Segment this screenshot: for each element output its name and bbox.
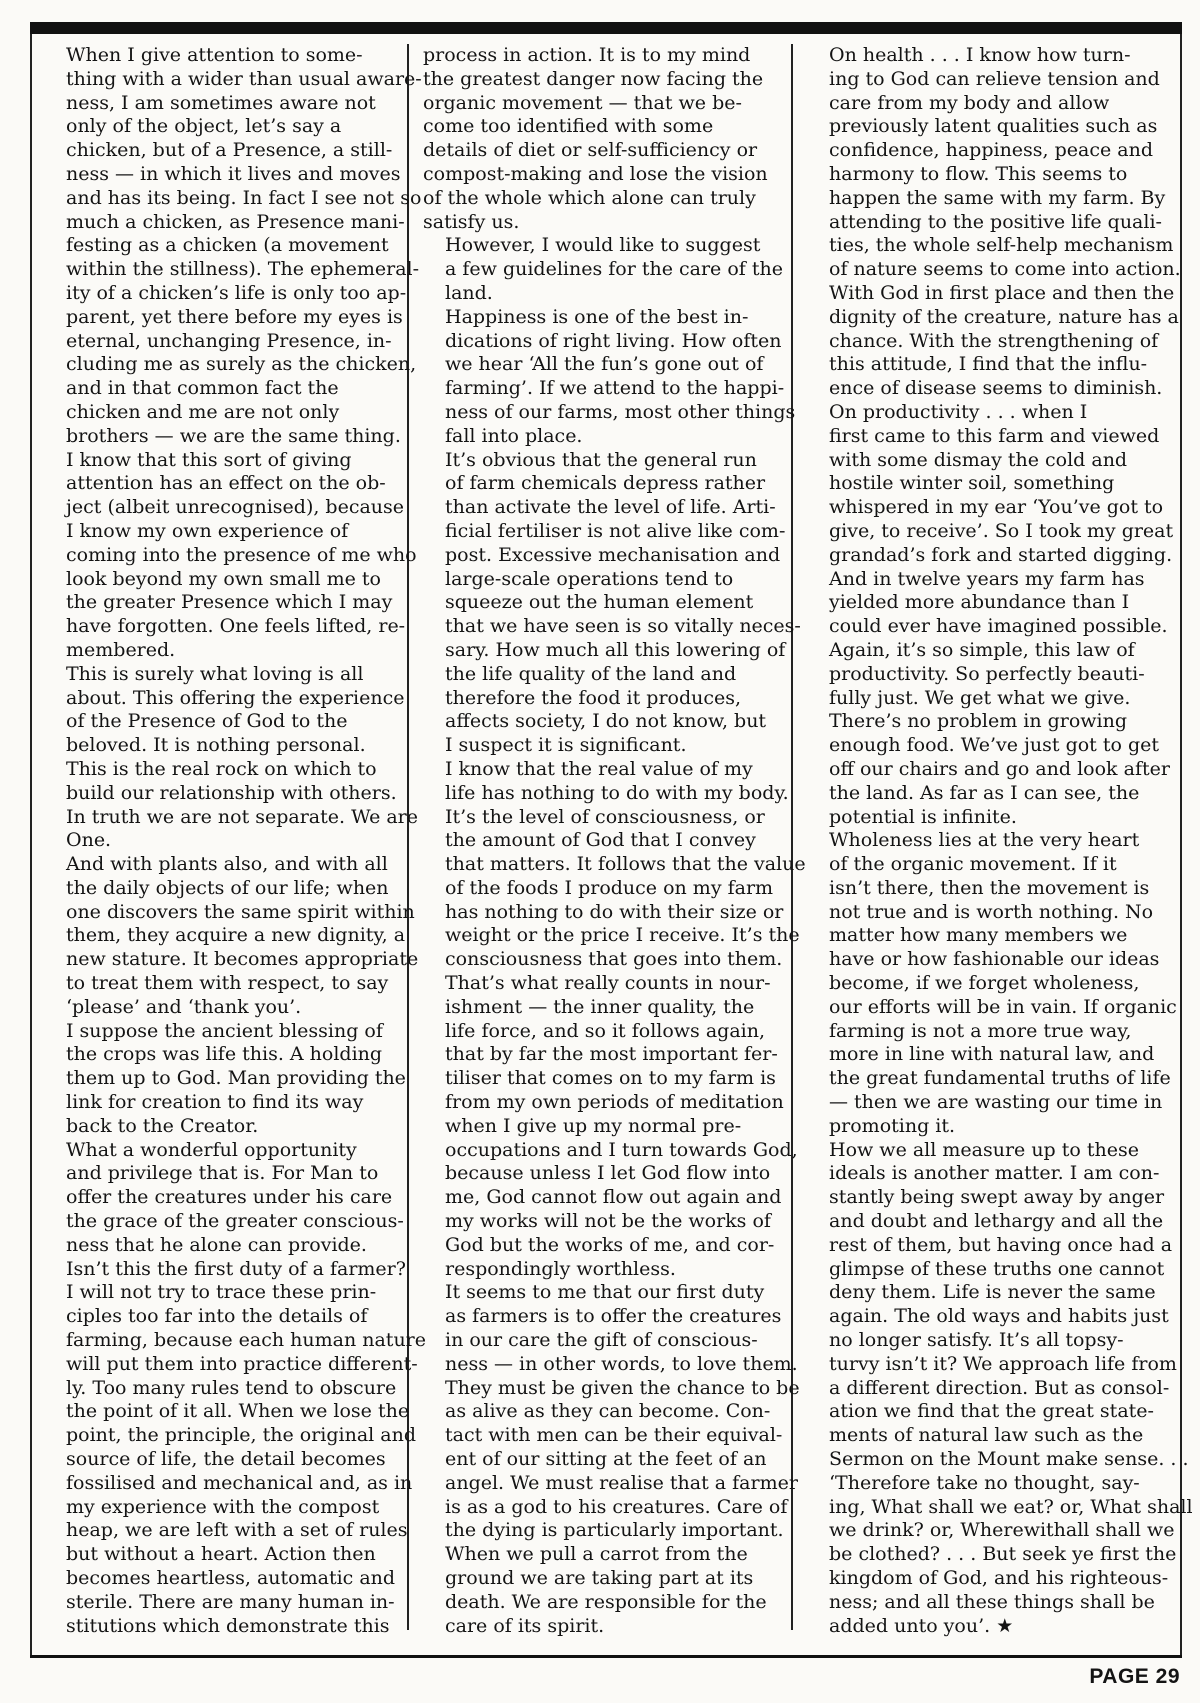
text-line: ficial fertiliser is not alive like com- (445, 519, 786, 542)
text-line: What a wonderful opportunity (66, 1138, 357, 1161)
text-line: previously latent qualities such as (829, 115, 1158, 138)
text-line: off our chairs and go and look after (829, 757, 1170, 780)
text-line: attention has an effect on the ob- (66, 472, 386, 495)
text-line: potential is infinite. (829, 805, 1017, 828)
paragraph (807, 1138, 1189, 1472)
text-line: I know that this sort of giving (66, 448, 352, 471)
text-line: them, they acquire a new dignity, a (66, 924, 406, 947)
paragraph (423, 305, 796, 449)
text-line: as farmers is to offer the creatures (445, 1305, 782, 1328)
text-line: happen the same with my farm. By (829, 186, 1166, 209)
text-column-3 (807, 44, 1193, 1638)
text-line: my experience with the compost (66, 1495, 380, 1518)
text-line: and privilege that is. For Man to (66, 1162, 379, 1185)
text-line: kingdom of God, and his righteous- (829, 1567, 1169, 1589)
text-line: with some dismay the cold and (829, 448, 1128, 471)
text-line: cluding me as surely as the chicken, (66, 353, 417, 376)
text-line: one discovers the same spirit within (66, 900, 415, 923)
text-line: enough food. We’ve just got to get (829, 734, 1160, 757)
text-line: fossilised and mechanical and, as in (66, 1471, 413, 1494)
text-line: When we pull a carrot from the (445, 1543, 748, 1566)
text-line: ties, the whole self-help mechanism (829, 234, 1174, 257)
text-line: It’s the level of consciousness, or (445, 805, 765, 828)
text-line: Wholeness lies at the very heart (829, 829, 1140, 852)
text-line: point, the principle, the original and (66, 1424, 417, 1447)
text-line: productivity. So perfectly beauti- (829, 662, 1145, 685)
text-line: a different direction. But as consol- (829, 1376, 1170, 1399)
text-line: death. We are responsible for the (445, 1590, 767, 1613)
text-line: satisfy us. (423, 210, 520, 233)
text-line: angel. We must realise that a farmer (445, 1471, 798, 1494)
text-line: therefore the food it produces, (445, 686, 742, 709)
text-line: attending to the positive life quali- (829, 210, 1162, 233)
text-line: we drink? or, Wherewithall shall we (829, 1519, 1175, 1542)
text-line: It’s obvious that the general run (445, 448, 757, 471)
paragraph (44, 448, 417, 663)
text-line: festing as a chicken (a movement (66, 234, 389, 257)
text-line: that we have seen is so vitally neces- (445, 615, 801, 638)
text-line: ence of disease seems to diminish. (829, 377, 1163, 400)
paragraph (807, 829, 1177, 1138)
text-line: ity of a chicken’s life is only too ap- (66, 281, 407, 304)
text-line: It seems to me that our first duty (445, 1281, 765, 1304)
text-line: come too identified with some (423, 115, 714, 138)
text-line: On productivity . . . when I (829, 400, 1088, 423)
text-line: the dying is particularly important. (445, 1519, 784, 1542)
text-line: the greatest danger now facing the (423, 67, 764, 90)
text-line: when I give up my normal pre- (445, 1114, 742, 1137)
text-line: tact with men can be their equival- (445, 1424, 783, 1447)
text-line: them up to God. Man providing the (66, 1067, 406, 1090)
text-line: life force, and so it follows again, (445, 1019, 766, 1042)
text-line: link for creation to find its way (66, 1091, 364, 1114)
text-line: ness — in other words, to love them. (445, 1352, 798, 1375)
text-line: in our care the gift of conscious- (445, 1329, 758, 1352)
text-line: no longer satisfy. It’s all topsy- (829, 1329, 1124, 1352)
text-line: ‘Therefore take no thought, say- (829, 1471, 1140, 1494)
paragraph (44, 757, 419, 853)
text-line: become, if we forget wholeness, (829, 972, 1140, 995)
text-line: of farm chemicals depress rather (445, 472, 766, 495)
text-line: eternal, unchanging Presence, in- (66, 329, 392, 352)
text-line: from my own periods of meditation (445, 1091, 784, 1114)
text-line: the amount of God that I convey (445, 829, 756, 852)
text-line: my works will not be the works of (445, 1210, 771, 1233)
text-line: within the stillness). The ephemeral- (66, 258, 420, 281)
text-line: farming is not a more true way, (829, 1019, 1132, 1042)
text-line: and in that common fact the (66, 377, 339, 400)
text-line: ness of our farms, most other things (445, 400, 796, 423)
text-line: turvy isn’t it? We approach life from (829, 1352, 1177, 1375)
text-line: squeeze out the human element (445, 591, 754, 614)
text-line: because unless I let God flow into (445, 1162, 771, 1185)
text-line: chance. With the strengthening of (829, 329, 1159, 352)
text-line: look beyond my own small me to (66, 567, 381, 590)
text-line: me, God cannot flow out again and (445, 1186, 782, 1209)
text-line: of the organic movement. If it (829, 853, 1117, 876)
text-line: stantly being swept away by anger (829, 1186, 1165, 1209)
text-line: thing with a wider than usual aware- (66, 67, 422, 90)
top-rule (30, 22, 1182, 34)
text-line: I know my own experience of (66, 519, 349, 542)
text-line: consciousness that goes into them. (445, 948, 783, 971)
text-line: matter how many members we (829, 924, 1128, 947)
text-line: ing, What shall we eat? or, What shall (829, 1495, 1193, 1518)
text-line: the life quality of the land and (445, 662, 737, 685)
text-line: back to the Creator. (66, 1114, 259, 1137)
text-line: ly. Too many rules tend to obscure (66, 1376, 397, 1399)
text-line: This is surely what loving is all (66, 662, 364, 685)
text-line: be clothed? . . . But seek ye first the (829, 1543, 1177, 1566)
text-line: rest of them, but having once had a (829, 1233, 1173, 1256)
text-line: That’s what really counts in nour- (445, 972, 771, 995)
text-line: farming, because each human nature (66, 1329, 427, 1352)
text-line: our efforts will be in vain. If organic (829, 995, 1177, 1018)
text-line: have or how fashionable our ideas (829, 948, 1160, 971)
text-line: confidence, happiness, peace and (829, 139, 1154, 162)
paragraph (423, 1281, 800, 1638)
text-line: care from my body and allow (829, 91, 1110, 114)
text-line: the crops was life this. A holding (66, 1043, 383, 1066)
paragraph (423, 44, 783, 234)
text-line: Again, it’s so simple, this law of (829, 638, 1135, 661)
text-line: How we all measure up to these (829, 1138, 1139, 1161)
text-line: And in twelve years my farm has (829, 567, 1145, 590)
text-line: brothers — we are the same thing. (66, 424, 401, 447)
text-line: farming’. If we attend to the happi- (445, 377, 785, 400)
text-line: of the Presence of God to the (66, 710, 348, 733)
text-line: yielded more abundance than I (829, 591, 1130, 614)
text-line: heap, we are left with a set of rules (66, 1519, 408, 1542)
text-line: I will not try to trace these prin- (66, 1281, 377, 1304)
paragraph (44, 662, 405, 758)
text-line: ments of natural law such as the (829, 1424, 1144, 1447)
paragraph (423, 234, 783, 305)
text-line: There’s no problem in growing (829, 710, 1128, 733)
text-line: care of its spirit. (445, 1614, 605, 1637)
paragraph (423, 757, 806, 1282)
text-line: I suspect it is significant. (445, 734, 687, 757)
text-line: to treat them with respect, to say (66, 972, 389, 995)
text-line: promoting it. (829, 1114, 956, 1137)
text-line: However, I would like to suggest (445, 234, 761, 257)
text-line: compost-making and lose the vision (423, 162, 768, 185)
text-line: large-scale operations tend to (445, 567, 734, 590)
text-line: I know that the real value of my (445, 757, 753, 780)
text-line: details of diet or self-sufficiency or (423, 139, 758, 162)
text-line: of the whole which alone can truly (423, 186, 756, 209)
text-line: dications of right living. How often (445, 329, 782, 352)
paragraph (44, 1281, 427, 1638)
text-line: occupations and I turn towards God, (445, 1138, 798, 1161)
text-line: could ever have imagined possible. (829, 615, 1168, 638)
text-line: that by far the most important fer- (445, 1043, 778, 1066)
text-line: only of the object, let’s say a (66, 115, 342, 138)
text-line: One. (66, 829, 112, 852)
text-line: as alive as they can become. Con- (445, 1400, 771, 1423)
text-line: weight or the price I receive. It’s the (445, 924, 800, 947)
text-line: we hear ‘All the fun’s gone out of (445, 353, 764, 376)
text-line: chicken and me are not only (66, 400, 340, 423)
text-line: more in line with natural law, and (829, 1043, 1155, 1066)
text-line: ject (albeit unrecognised), because (66, 496, 405, 519)
text-line: build our relationship with others. (66, 781, 397, 804)
text-line: have forgotten. One feels lifted, re- (66, 615, 406, 638)
text-line: and doubt and lethargy and all the (829, 1210, 1164, 1233)
text-line: the point of it all. When we lose the (66, 1400, 410, 1423)
text-line: that matters. It follows that the value (445, 853, 806, 876)
text-line: ent of our sitting at the feet of an (445, 1448, 767, 1471)
paragraph (807, 1471, 1193, 1639)
text-line: Sermon on the Mount make sense. . . (829, 1448, 1189, 1471)
text-line: is as a god to his creatures. Care of (445, 1495, 788, 1518)
text-line: ness; and all these things shall be (829, 1590, 1155, 1613)
paragraph (44, 1138, 406, 1282)
page-number: PAGE 29 (1089, 1665, 1180, 1688)
text-line: organic movement — that we be- (423, 91, 742, 114)
text-line: God but the works of me, and cor- (445, 1233, 775, 1256)
text-line: On health . . . I know how turn- (829, 44, 1131, 66)
text-line: not true and is worth nothing. No (829, 900, 1154, 923)
text-line: They must be given the chance to be (445, 1376, 800, 1399)
text-line: dignity of the creature, nature has a (829, 305, 1179, 328)
text-line: ideals is another matter. I am con- (829, 1162, 1160, 1185)
text-line: fall into place. (445, 424, 583, 447)
text-line: process in action. It is to my mind (423, 44, 751, 66)
text-line: than activate the level of life. Arti- (445, 496, 776, 519)
text-line: stitutions which demonstrate this (66, 1614, 390, 1637)
text-line: of nature seems to come into action. (829, 258, 1181, 281)
text-line: ness that he alone can provide. (66, 1233, 367, 1256)
text-line: Isn’t this the first duty of a farmer? (66, 1257, 406, 1280)
text-line: grandad’s fork and started digging. (829, 543, 1173, 566)
text-line: ness, I am sometimes aware not (66, 91, 376, 114)
text-line: sterile. There are many human in- (66, 1590, 395, 1613)
text-line: the land. As far as I can see, the (829, 781, 1140, 804)
text-line: tiliser that comes on to my farm is (445, 1067, 776, 1090)
text-line: the greater Presence which I may (66, 591, 393, 614)
text-line: respondingly worthless. (445, 1257, 676, 1280)
text-line: ness — in which it lives and moves (66, 162, 401, 185)
text-column-2 (423, 44, 806, 1638)
text-line: sary. How much all this lowering of (445, 638, 786, 661)
paragraph (423, 448, 801, 758)
text-line: parent, yet there before my eyes is (66, 305, 403, 328)
text-line: I suppose the ancient blessing of (66, 1019, 383, 1042)
text-line: whispered in my ear ‘You’ve got to (829, 496, 1164, 519)
text-line: beloved. It is nothing personal. (66, 734, 366, 757)
text-line: a few guidelines for the care of the (445, 258, 783, 281)
text-line: glimpse of these truths one cannot (829, 1257, 1165, 1280)
text-line: much a chicken, as Presence mani- (66, 210, 405, 233)
text-line: isn’t there, then the movement is (829, 876, 1150, 899)
text-line: — then we are wasting our time in (829, 1091, 1163, 1114)
text-line: becomes heartless, automatic and (66, 1567, 396, 1589)
text-line: will put them into practice different- (66, 1352, 418, 1375)
text-line: ishment — the inner quality, the (445, 995, 755, 1018)
text-line: affects society, I do not know, but (445, 710, 767, 733)
text-line: With God in first place and then the (829, 281, 1175, 304)
text-column-1 (44, 44, 427, 1638)
text-line: and has its being. In fact I see not so (66, 186, 422, 209)
text-line: life has nothing to do with my body. (445, 781, 789, 804)
frame-bottom-rule (30, 1655, 1182, 1658)
text-line: And with plants also, and with all (66, 853, 388, 876)
text-line: ‘please’ and ‘thank you’. (66, 995, 302, 1018)
text-line: again. The old ways and habits just (829, 1305, 1169, 1328)
text-line: membered. (66, 638, 176, 661)
text-line: When I give attention to some- (66, 44, 363, 66)
text-line: of the foods I produce on my farm (445, 876, 774, 899)
text-line: first came to this farm and viewed (829, 424, 1160, 447)
text-line: offer the creatures under his care (66, 1186, 393, 1209)
text-line: coming into the presence of me who (66, 543, 417, 566)
text-line: but without a heart. Action then (66, 1543, 376, 1566)
text-line: ation we find that the great state- (829, 1400, 1154, 1423)
text-line: land. (445, 281, 493, 304)
text-line: ground we are taking part at its (445, 1567, 754, 1589)
text-line: the great fundamental truths of life (829, 1067, 1171, 1090)
text-line: ing to God can relieve tension and (829, 67, 1160, 90)
text-line: harmony to flow. This seems to (829, 162, 1128, 185)
text-line: the daily objects of our life; when (66, 876, 389, 899)
text-line: hostile winter soil, something (829, 472, 1115, 495)
text-line: about. This offering the experience (66, 686, 405, 709)
text-line: give, to receive’. So I took my great (829, 519, 1174, 542)
text-line: new stature. It becomes appropriate (66, 948, 419, 971)
text-line: Happiness is one of the best in- (445, 305, 749, 328)
text-line: added unto you’. ★ (829, 1614, 1014, 1637)
frame-left-border (30, 34, 32, 1657)
text-line: This is the real rock on which to (66, 757, 377, 780)
text-line: deny them. Life is never the same (829, 1281, 1156, 1304)
text-line: this attitude, I find that the influ- (829, 353, 1148, 376)
text-line: post. Excessive mechanisation and (445, 543, 781, 566)
text-line: fully just. We get what we give. (829, 686, 1131, 709)
paragraph (44, 853, 419, 1020)
text-line: In truth we are not separate. We are (66, 805, 419, 828)
text-line: the grace of the greater conscious- (66, 1210, 404, 1233)
paragraph (807, 400, 1174, 829)
text-line: has nothing to do with their size or (445, 900, 784, 923)
paragraph (44, 44, 422, 449)
paragraph (44, 1019, 406, 1139)
text-line: chicken, but of a Presence, a still- (66, 139, 393, 162)
text-line: source of life, the detail becomes (66, 1448, 386, 1471)
paragraph (807, 44, 1181, 401)
text-line: ciples too far into the details of (66, 1305, 368, 1328)
